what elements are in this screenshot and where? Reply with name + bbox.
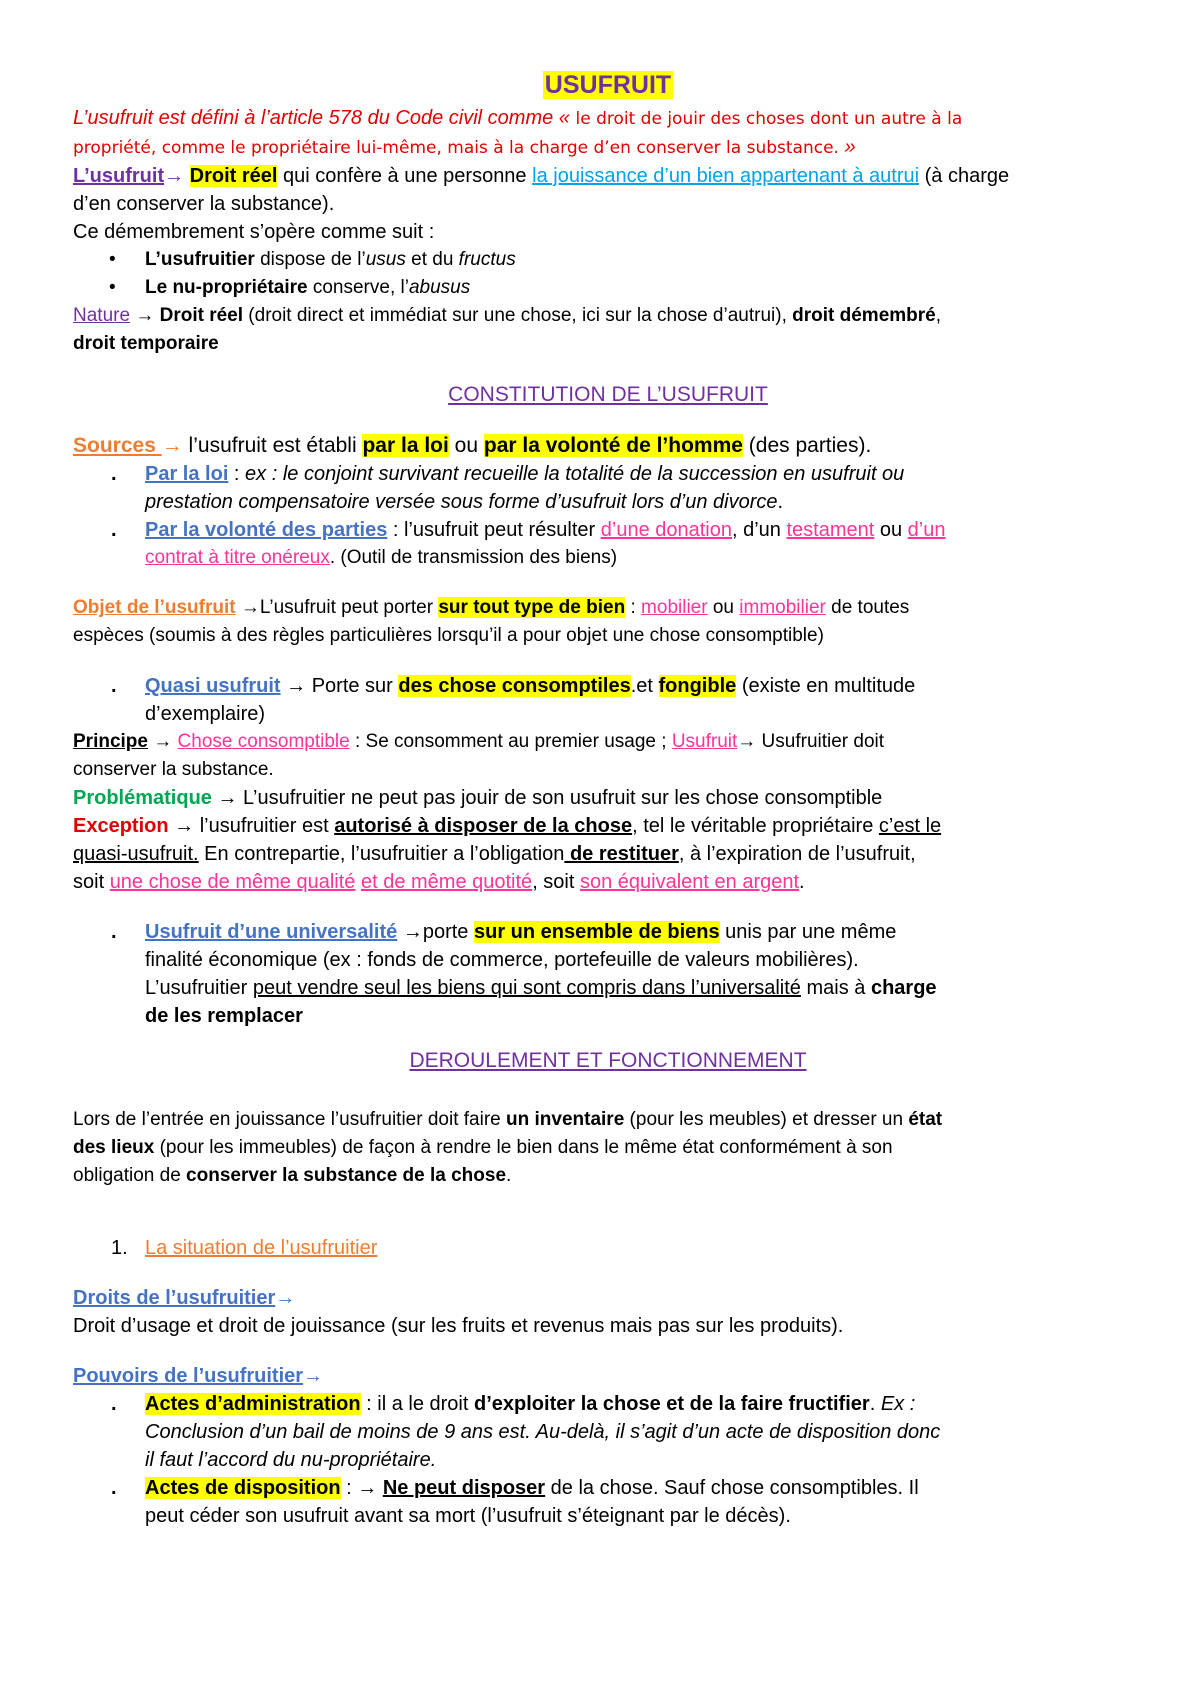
list-item: • Le nu-propriétaire conserve, l’abusus: [109, 277, 471, 298]
list-item: . Quasi usufruit → Porte sur des chose consomptiles.et fongible (existe en multitude: [111, 675, 916, 697]
objet-line: Objet de l’usufruit →L’usufruit peut porter sur tout type de bien : mobilier ou immobilier de toutes: [73, 597, 910, 618]
list-item-cont: il faut l’accord du nu-propriétaire.: [145, 1449, 437, 1471]
principe-line: Principe → Chose consomptible : Se consomment au premier usage ; Usufruit→ Usufruitier doit: [73, 731, 885, 752]
exception-line-2: quasi-usufruit. En contrepartie, l’usufruitier a l’obligation de restituer, à l’expiration de l’usufruit,: [73, 843, 916, 865]
list-item-cont: de les remplacer: [145, 1005, 303, 1027]
list-item-cont: peut céder son usufruit avant sa mort (l’usufruit s’éteignant par le décès).: [145, 1505, 791, 1527]
nature-line: Nature → Droit réel (droit direct et immédiat sur une chose, ici sur la chose d’autrui), droit démembré,: [73, 305, 942, 326]
text-line: conserver la substance.: [73, 759, 274, 780]
list-item: . Actes de disposition : → Ne peut disposer de la chose. Sauf chose consomptibles. Il: [111, 1477, 919, 1499]
exception-line-3: soit une chose de même qualité et de même quotité, soit son équivalent en argent.: [73, 871, 805, 893]
list-item-cont: L’usufruitier peut vendre seul les biens qui sont compris dans l’universalité mais à charge: [145, 977, 937, 999]
list-item: . Usufruit d’une universalité →porte sur un ensemble de biens unis par une même: [111, 921, 897, 943]
problematique-line: Problématique → L’usufruitier ne peut pas jouir de son usufruit sur les chose consomptible: [73, 787, 883, 809]
definition-line-1: L’usufruit est défini à l’article 578 du Code civil comme « le droit de jouir des choses dont un autre à la: [73, 107, 963, 129]
text-line: Droit d’usage et droit de jouissance (sur les fruits et revenus mais pas sur les produits).: [73, 1315, 844, 1337]
text-line: Ce démembrement s’opère comme suit :: [73, 221, 435, 243]
droits-heading: Droits de l’usufruitier→: [73, 1287, 296, 1309]
list-item: . Actes d’administration : il a le droit d’exploiter la chose et de la faire fructifier. Ex :: [111, 1393, 916, 1415]
pouvoirs-heading: Pouvoirs de l’usufruitier→: [73, 1365, 324, 1387]
paragraph-line: des lieux (pour les immeubles) de façon à rendre le bien dans le même état conformément à son: [73, 1137, 893, 1158]
list-item-cont: contrat à titre onéreux. (Outil de transmission des biens): [145, 547, 618, 568]
list-item: • L’usufruitier dispose de l’usus et du fructus: [109, 249, 516, 270]
text-line: espèces (soumis à des règles particulières lorsqu’il a pour objet une chose consomptible): [73, 625, 824, 646]
list-item: . Par la loi : ex : le conjoint survivant recueille la totalité de la succession en usufruit ou: [111, 463, 905, 485]
title-text: USUFRUIT: [544, 71, 672, 99]
list-item-cont: finalité économique (ex : fonds de commerce, portefeuille de valeurs mobilières).: [145, 949, 859, 971]
numbered-heading: 1. La situation de l’usufruitier: [111, 1237, 378, 1259]
usufruit-definition: L’usufruit→ Droit réel qui confère à une personne la jouissance d’un bien appartenant à autrui (à charge: [73, 165, 1010, 187]
section-heading-constitution: CONSTITUTION DE L’USUFRUIT: [448, 383, 768, 406]
definition-line-2: propriété, comme le propriétaire lui-même, mais à la charge d’en conserver la substance. »: [73, 136, 856, 158]
list-item: . Par la volonté des parties : l’usufruit peut résulter d’une donation, d’un testament ou d’un: [111, 519, 946, 541]
text-line: droit temporaire: [73, 333, 219, 354]
text-line: d’en conserver la substance).: [73, 193, 335, 215]
sources-line: Sources → l’usufruit est établi par la loi ou par la volonté de l’homme (des parties).: [73, 434, 872, 457]
section-heading-deroulement: DEROULEMENT ET FONCTIONNEMENT: [409, 1049, 807, 1072]
list-item-cont: prestation compensatoire versée sous forme d’usufruit lors d’un divorce.: [145, 491, 784, 513]
page-title: [73, 68, 1143, 102]
paragraph-line: Lors de l’entrée en jouissance l’usufruitier doit faire un inventaire (pour les meubles) et dresser un état: [73, 1109, 943, 1130]
paragraph-line: obligation de conserver la substance de la chose.: [73, 1165, 512, 1186]
list-item-cont: d’exemplaire): [145, 703, 266, 725]
exception-line: Exception → l’usufruitier est autorisé à disposer de la chose, tel le véritable propriétaire c’est le: [73, 815, 942, 837]
document-page: [73, 68, 1143, 1530]
list-item-cont: Conclusion d’un bail de moins de 9 ans est. Au-delà, il s’agit d’un acte de disposition donc: [145, 1421, 941, 1443]
